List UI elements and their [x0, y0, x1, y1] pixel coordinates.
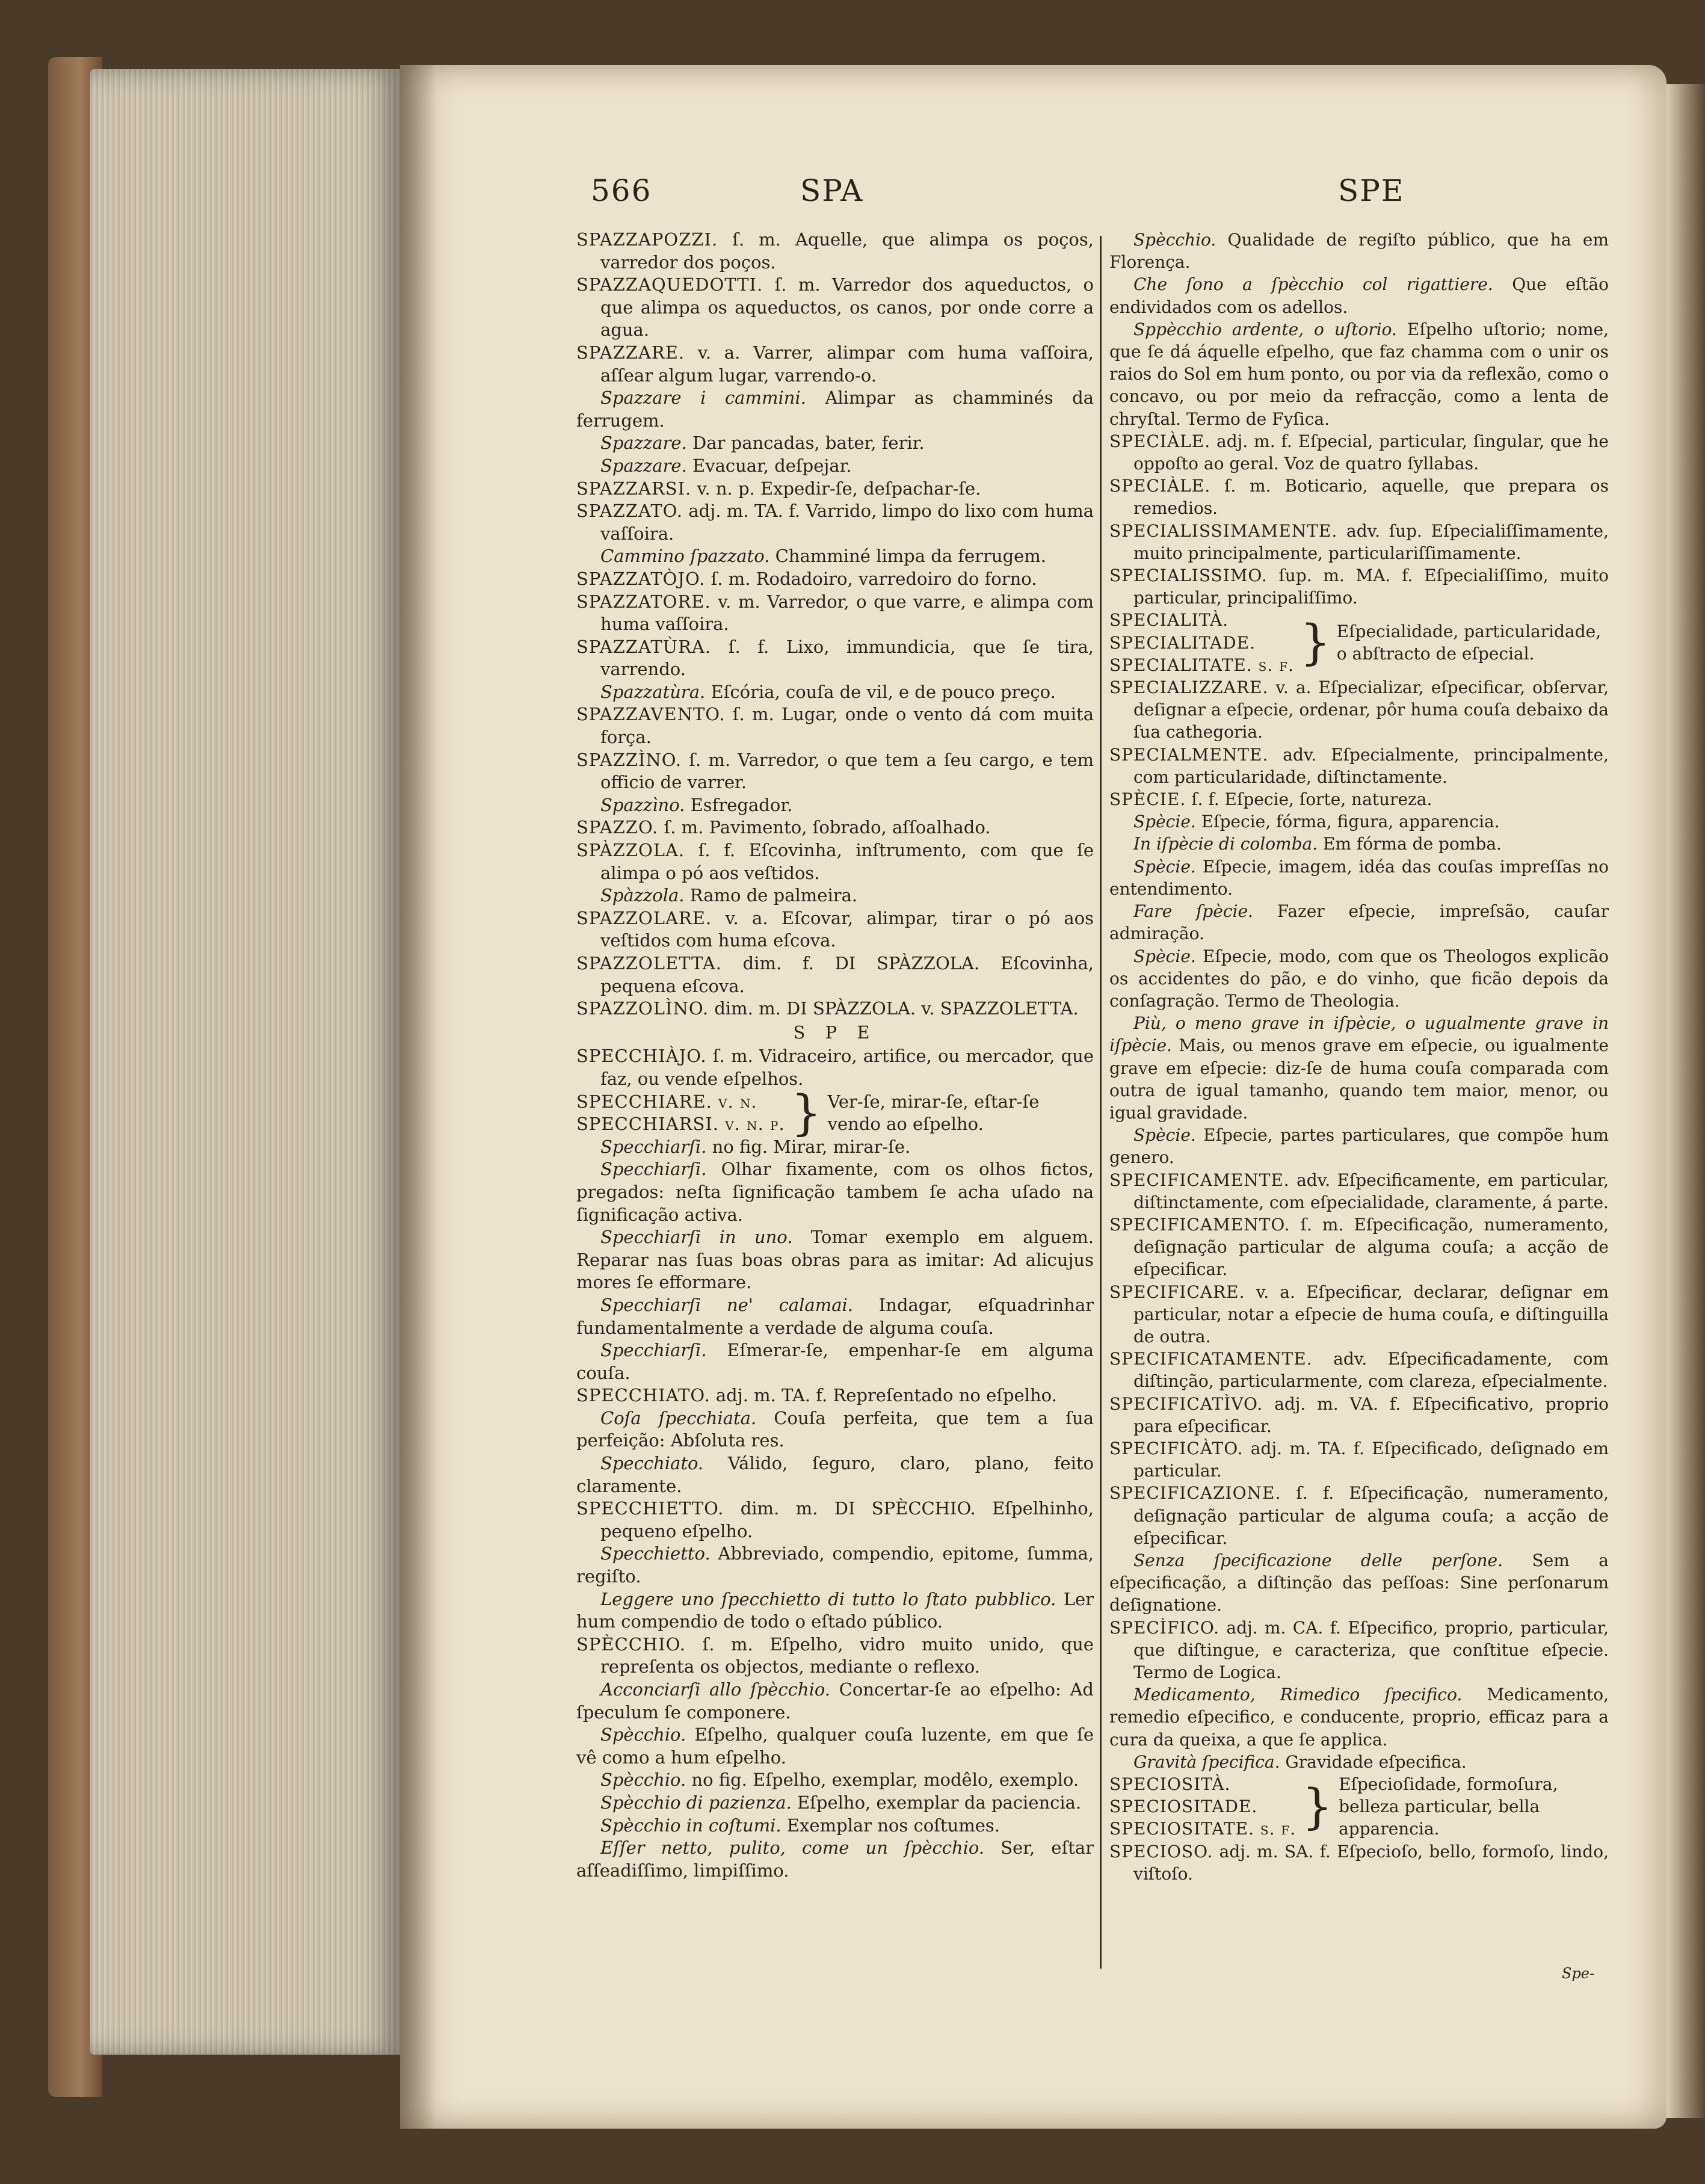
- right-running-head: SPE: [1338, 173, 1405, 208]
- sub-entry: [1109, 810, 1609, 833]
- dictionary-entry: [576, 500, 1094, 545]
- dictionary-entry: [1109, 1437, 1609, 1482]
- page-right-edge: [1666, 84, 1705, 2118]
- dictionary-entry: [576, 478, 1094, 501]
- sub-entry: [1109, 1124, 1609, 1168]
- definition: adj. m. TA. f. Repreſentado no eſpelho.: [710, 1385, 1057, 1406]
- definition: Qualidade de regiſto público, que ha em Florença.: [1109, 230, 1609, 273]
- definition: v. m. Varredor, o que varre, e alimpa com huma vaſſoira.: [600, 591, 1094, 635]
- sub-entry: [1109, 1683, 1609, 1751]
- definition: no fig. Mirar, mirar-ſe.: [706, 1136, 911, 1157]
- dictionary-entry: [1109, 1214, 1609, 1281]
- definition: Abbreviado, compendio, epitome, ſumma, regiſto.: [576, 1543, 1094, 1587]
- definition: ſ. m. Boticario, aquelle, que prepara os remedios.: [1133, 476, 1609, 519]
- dictionary-entry: [1109, 788, 1609, 810]
- dictionary-entry: [576, 998, 1094, 1020]
- phrase: Spazzare.: [600, 455, 687, 476]
- dictionary-entry: [1109, 520, 1609, 564]
- column-rule: [1100, 236, 1102, 1969]
- headword: SPÀZZOLA.: [576, 840, 685, 861]
- phrase: Spècie.: [1133, 946, 1196, 966]
- sub-entry: [576, 1588, 1094, 1633]
- sub-entry: [576, 1294, 1094, 1339]
- sub-entry: [576, 794, 1094, 817]
- headword: SPAZZAQUEDOTTI.: [576, 274, 763, 295]
- definition: v. n. p. Expedir-ſe, deſpachar-ſe.: [691, 478, 981, 499]
- phrase: Spàzzola.: [600, 885, 685, 906]
- dictionary-entry: [576, 568, 1094, 591]
- headword: SPAZZOLARE.: [576, 907, 712, 928]
- headword: SPAZZOLÌNO.: [576, 998, 709, 1019]
- sub-entry: [576, 681, 1094, 704]
- headword: SPECCHIARSI. v. n. p.: [576, 1114, 785, 1135]
- page-number: 566: [591, 173, 652, 208]
- phrase: Spècchio in coſtumi.: [600, 1815, 782, 1836]
- definition: Eſpecie, imagem, idéa das couſas impreſſas no entendimento.: [1109, 856, 1609, 899]
- definition: ſup. m. MA. f. Eſpecialiſſimo, muito particular, principaliſſimo.: [1133, 566, 1609, 608]
- phrase: Gravità ſpecifica.: [1133, 1751, 1280, 1772]
- phrase: Spècchio.: [600, 1724, 686, 1745]
- headword: SPECIFICÀTO.: [1109, 1438, 1244, 1458]
- headword: SPECIALIZZARE.: [1109, 677, 1269, 698]
- definition: Eſpelho uſtorio; nome, que ſe dá áquelle eſpelho, que faz chamma com o unir os raios do Sol em hum ponto, ou por via da reflexão, como o concavo, ou por meio da refracção, como a lenta de chryſtal. Termo de Fyſica.: [1109, 319, 1609, 429]
- headword: SPECCHIARE. v. n.: [576, 1091, 757, 1112]
- definition: Eſpecie, partes particulares, que compõe hum genero.: [1109, 1125, 1609, 1168]
- headword: SPAZZARSI.: [576, 478, 692, 499]
- definition: Eſmerar-ſe, empenhar-ſe em alguma couſa.: [576, 1340, 1094, 1383]
- dictionary-entry: [1109, 1840, 1609, 1885]
- sub-entry: [1109, 1751, 1609, 1773]
- definition: Eſpelho, exemplar da paciencia.: [791, 1792, 1082, 1813]
- phrase: Spazzare i cammini.: [600, 387, 806, 409]
- definition: adv. Eſpecialmente, principalmente, com particularidade, diſtinctamente.: [1133, 744, 1609, 787]
- definition: Eſcória, couſa de vil, e de pouco preço.: [705, 681, 1056, 702]
- definition: Eſpecioſidade, formoſura, belleza particular, bella apparencia.: [1339, 1774, 1558, 1839]
- sub-entry: [576, 1769, 1094, 1792]
- dictionary-entry: [576, 1498, 1094, 1543]
- definition: ſ. m. Lugar, onde o vento dá com muita força.: [600, 704, 1094, 748]
- headword: SPECCHIÀJO.: [576, 1046, 707, 1067]
- headword: SPAZZAVENTO.: [576, 704, 726, 725]
- definition: Chamminé limpa da ferrugem.: [769, 546, 1047, 567]
- sub-entry: [1109, 318, 1609, 430]
- definition: dim. m. DI SPÀZZOLA. v. SPAZZOLETTA.: [709, 998, 1079, 1019]
- sub-entry: [576, 1679, 1094, 1724]
- phrase: Sppècchio ardente, o uſtorio.: [1133, 319, 1397, 339]
- dictionary-entry: [1109, 1348, 1609, 1392]
- phrase: Spècchio.: [1133, 230, 1216, 250]
- headword: SPAZZO.: [576, 817, 659, 838]
- definition: Que eſtão endividados com os adellos.: [1109, 274, 1609, 317]
- definition: dim. f. DI SPÀZZOLA. Eſcovinha, pequena eſcova.: [600, 953, 1094, 996]
- sub-entry: [576, 455, 1094, 478]
- headword: SPECIALITATE. ſ. f.: [1109, 655, 1294, 675]
- headword: SPECIALITÀ.: [1109, 610, 1229, 631]
- dictionary-entry: [576, 749, 1094, 794]
- sub-entry: [1109, 229, 1609, 273]
- headword: SPECIFICATAMENTE.: [1109, 1349, 1313, 1369]
- definition: Evacuar, deſpejar.: [686, 455, 852, 476]
- gutter-shadow: [400, 65, 436, 2129]
- dictionary-entry: [576, 591, 1094, 636]
- left-column: [576, 229, 1094, 1882]
- definition: Fazer eſpecie, impreſsão, cauſar admiração.: [1109, 901, 1609, 944]
- headword: SPAZZATÙRA.: [576, 636, 712, 657]
- definition: v. a. Eſpecializar, eſpecificar, obſervar, deſignar a eſpecie, ordenar, pôr huma couſa debaixo da ſua cathegoria.: [1133, 677, 1609, 742]
- headword: SPAZZARE.: [576, 342, 685, 363]
- sub-entry: [1109, 1012, 1609, 1124]
- phrase: Spècchio.: [600, 1769, 686, 1791]
- definition: Eſpecialidade, particularidade, o abſtracto de eſpecial.: [1336, 622, 1602, 664]
- sub-entry: [576, 432, 1094, 455]
- definition: Eſpecie, fórma, figura, apparencia.: [1195, 812, 1500, 832]
- dictionary-entry: [576, 816, 1094, 839]
- definition: Válido, ſeguro, claro, plano, feito claramente.: [576, 1453, 1094, 1496]
- dictionary-entry: [1109, 676, 1609, 744]
- definition: adv. Eſpecificadamente, com diſtinção, particularmente, com clareza, eſpecialmente.: [1133, 1349, 1609, 1392]
- definition: Ler hum compendio de todo o eſtado público.: [576, 1588, 1094, 1632]
- sub-entry: [576, 545, 1094, 568]
- headword: SPECIFICAMENTO.: [1109, 1214, 1290, 1235]
- definition: Tomar exemplo em alguem. Reparar nas ſuas boas obras para as imitar: Ad alicujus mores ſe efformare.: [576, 1227, 1094, 1293]
- phrase: Senza ſpecificazione delle perſone.: [1133, 1550, 1503, 1570]
- definition: ſ. f. Eſpecie, ſorte, natureza.: [1186, 789, 1432, 810]
- sub-entry: [576, 1339, 1094, 1384]
- phrase: Più, o meno grave in iſpècie, o ugualmente grave in iſpècie.: [1109, 1013, 1609, 1056]
- brace-glyph: }: [1302, 1778, 1333, 1834]
- dictionary-entry: [576, 907, 1094, 952]
- definition: Ser, eſtar aſſeadiſſimo, limpiſſimo.: [576, 1837, 1094, 1881]
- phrase: Specchiarſi.: [600, 1159, 707, 1180]
- definition: ſ. m. Eſpecificação, numeramento, deſignação particular de alguma couſa; a acção de eſpecificar.: [1133, 1214, 1609, 1280]
- dictionary-entry: [576, 1384, 1094, 1407]
- definition: Indagar, eſquadrinhar fundamentalmente a verdade de alguma couſa.: [576, 1294, 1094, 1338]
- dictionary-entry: [1109, 1281, 1609, 1348]
- headword: SPECCHIETTO.: [576, 1498, 724, 1519]
- headword: SPAZZATORE.: [576, 591, 711, 612]
- definition: ſ. m. Rodadoiro, varredoiro do forno.: [705, 568, 1037, 589]
- sub-entry: [1109, 273, 1609, 318]
- sub-entry: [576, 1724, 1094, 1769]
- headword: SPECIALITADE.: [1109, 632, 1256, 653]
- definition: adj. m. VA. f. Eſpecificativo, proprio para eſpecificar.: [1133, 1393, 1609, 1436]
- definition: adj. m. SA. f. Eſpecioſo, bello, formoſo, lindo, viſtoſo.: [1133, 1841, 1609, 1884]
- definition: Em fórma de pomba.: [1318, 834, 1502, 854]
- definition: Eſpelho, qualquer couſa luzente, em que ſe vê como a hum eſpelho.: [576, 1724, 1094, 1768]
- definition: ſ. m. Varredor dos aqueductos, o que alimpa os aqueductos, os canos, por onde corre a agua.: [600, 274, 1094, 341]
- phrase: Specchiarſi.: [600, 1340, 707, 1361]
- headword: SPAZZATÒJO.: [576, 568, 706, 589]
- definition: Sem a eſpecificação, a diſtinção das peſſoas: Sine perſonarum deſignatione.: [1109, 1550, 1609, 1615]
- sub-entry: [576, 1837, 1094, 1882]
- grouped-headwords: [1109, 609, 1294, 676]
- definition: Medicamento, remedio eſpecifico, e conducente, proprio, efficaz para a cura da queixa, a que ſe applica.: [1109, 1685, 1609, 1750]
- headword: SPAZZAPOZZI.: [576, 229, 718, 250]
- definition: Esfregador.: [685, 794, 793, 815]
- definition: adj. m. CA. f. Eſpecifico, proprio, particular, que diſtingue, e caracteriza, que conſtitue eſpecie. Termo de Logica.: [1133, 1617, 1609, 1682]
- phrase: Specchiarſi.: [600, 1136, 707, 1157]
- definition: Olhar fixamente, com os olhos fictos, pregados: neſta ſignificação tambem ſe acha uſado na ſignificação activa.: [576, 1159, 1094, 1225]
- phrase: Leggere uno ſpecchietto di tutto lo ſtato pubblico.: [600, 1588, 1056, 1609]
- grouped-headwords: [576, 1091, 785, 1136]
- dictionary-entry: [576, 636, 1094, 681]
- sub-entry: [1109, 945, 1609, 1013]
- sub-entry: [576, 1158, 1094, 1226]
- definition: ſ. m. Eſpelho, vidro muito unido, que repreſenta os objectos, mediante o reflexo.: [600, 1633, 1094, 1677]
- definition: adv. Eſpecificamente, em particular, diſtinctamente, com eſpecialidade, claramente, á parte.: [1133, 1170, 1609, 1212]
- phrase: Fare ſpècie.: [1133, 901, 1253, 922]
- headword: SPECIOSITÀ.: [1109, 1774, 1231, 1795]
- sub-entry: [576, 1226, 1094, 1294]
- dictionary-entry: [1109, 430, 1609, 475]
- grouped-entry: [576, 1085, 1094, 1141]
- definition: dim. m. DI SPÈCCHIO. Eſpelhinho, pequeno eſpelho.: [600, 1498, 1094, 1541]
- definition: ſ. f. Eſpecificação, numeramento, deſignação particular de alguma couſa; a acção de eſpecificar.: [1133, 1483, 1609, 1548]
- definition: ſ. m. Aquelle, que alimpa os poços, varredor dos poços.: [600, 229, 1094, 273]
- dictionary-entry: [576, 952, 1094, 998]
- brace-glyph: }: [1300, 614, 1331, 671]
- sub-entry: [576, 1792, 1094, 1815]
- definition: Dar pancadas, bater, ferir.: [686, 433, 925, 454]
- headword: SPÈCIE.: [1109, 789, 1186, 810]
- sub-entry: [576, 1452, 1094, 1498]
- definition: ſ. f. Lixo, immundicia, que ſe tira, varrendo.: [600, 636, 1094, 680]
- phrase: Acconciarſi allo ſpècchio.: [600, 1679, 831, 1700]
- headword: SPECIOSO.: [1109, 1841, 1213, 1862]
- headword: SPAZZÌNO.: [576, 749, 682, 770]
- phrase: Specchietto.: [600, 1543, 711, 1564]
- dictionary-entry: [1109, 1482, 1609, 1549]
- dictionary-entry: [576, 703, 1094, 748]
- page-stack-edge: [90, 69, 403, 2055]
- definition: adj. m. TA. f. Eſpecificado, deſignado em particular.: [1133, 1438, 1609, 1481]
- phrase: Coſa ſpecchiata.: [600, 1407, 757, 1428]
- definition: Gravidade eſpecifica.: [1280, 1751, 1467, 1772]
- dictionary-entry: [576, 229, 1094, 274]
- headword: SPECIFICAMENTE.: [1109, 1170, 1290, 1190]
- phrase: Spècie.: [1133, 812, 1196, 832]
- phrase: Specchiarſi ne' calamai.: [600, 1294, 853, 1315]
- definition: ſ. m. Vidraceiro, artifice, ou mercador, que faz, ou vende eſpelhos.: [600, 1046, 1094, 1089]
- definition: adv. ſup. Eſpecialiſſimamente, muito principalmente, particulariſſimamente.: [1133, 520, 1609, 563]
- definition: Mais, ou menos grave em eſpecie, ou igualmente grave em eſpecie: diz-ſe de huma couſa comparada com outra de igual tamanho, quando tem maior, menor, ou igual gravidade.: [1109, 1035, 1609, 1123]
- dictionary-entry: [576, 839, 1094, 884]
- phrase: Specchiarſi in uno.: [600, 1227, 793, 1248]
- phrase: Spazzìno.: [600, 794, 685, 815]
- dictionary-entry: [576, 1045, 1094, 1090]
- right-column: [1109, 229, 1609, 1885]
- headword: SPECIFICARE.: [1109, 1282, 1245, 1302]
- sub-entry: [576, 1815, 1094, 1837]
- phrase: Cammino ſpazzato.: [600, 546, 770, 567]
- phrase: Spècie.: [1133, 856, 1196, 877]
- headword: SPECIALISSIMO.: [1109, 566, 1268, 586]
- definition: Concertar-ſe ao eſpelho: Ad ſpeculum ſe componere.: [576, 1679, 1094, 1723]
- headword: SPECIÀLE.: [1109, 476, 1211, 496]
- dictionary-entry: [1109, 475, 1609, 519]
- sub-entry: [1109, 900, 1609, 945]
- dictionary-entry: [576, 1633, 1094, 1679]
- sub-entry: [1109, 1549, 1609, 1617]
- definition: v. a. Eſpecificar, declarar, deſignar em particular, notar a eſpecie de huma couſa, e diſtinguilla de outra.: [1133, 1282, 1609, 1346]
- phrase: Spazzare.: [600, 433, 687, 454]
- phrase: Medicamento, Rimedico ſpecifico.: [1133, 1685, 1463, 1705]
- dictionary-entry: [576, 342, 1094, 387]
- phrase: Specchiato.: [600, 1453, 704, 1474]
- grouped-headwords: [1109, 1773, 1296, 1840]
- headword: SPAZZATO.: [576, 501, 683, 522]
- dictionary-entry: [1109, 744, 1609, 788]
- grouped-entry: [1109, 609, 1609, 676]
- headword: SPECIALISSIMAMENTE.: [1109, 520, 1338, 541]
- dictionary-entry: [1109, 1169, 1609, 1214]
- headword: SPECIOSITADE.: [1109, 1797, 1258, 1817]
- section-heading: S P E: [793, 1022, 877, 1043]
- headword: SPAZZOLETTA.: [576, 953, 722, 973]
- sub-entry: [576, 1543, 1094, 1588]
- definition: Ramo de palmeira.: [684, 885, 858, 906]
- definition: adj. m. TA. f. Varrido, limpo do lixo com huma vaſſoira.: [600, 501, 1094, 544]
- dictionary-entry: [1109, 564, 1609, 609]
- grouped-entry: [1109, 1773, 1609, 1840]
- phrase: Eſſer netto, pulito, come un ſpècchio.: [600, 1837, 985, 1859]
- sub-entry: [576, 387, 1094, 432]
- sub-entry: [1109, 856, 1609, 900]
- definition: adj. m. f. Eſpecial, particular, ſingular, que he oppoſto ao geral. Voz de quatro ſyllabas.: [1133, 431, 1609, 474]
- headword: SPECIFICAZIONE.: [1109, 1483, 1281, 1504]
- left-running-head: SPA: [800, 173, 864, 208]
- definition: v. a. Eſcovar, alimpar, tirar o pó aos veſtidos com huma eſcova.: [600, 907, 1094, 951]
- headword: SPECIALMENTE.: [1109, 744, 1269, 765]
- headword: SPECÌFICO.: [1109, 1617, 1220, 1638]
- headword: SPECIOSITATE. ſ. f.: [1109, 1819, 1296, 1839]
- phrase: In iſpècie di colomba.: [1133, 834, 1318, 854]
- definition: ſ. m. Varredor, o que tem a ſeu cargo, e tem officio de varrer.: [600, 749, 1094, 793]
- definition: no fig. Eſpelho, exemplar, modêlo, exemplo.: [686, 1769, 1079, 1791]
- phrase: Spècie.: [1133, 1125, 1196, 1146]
- brace-glyph: }: [791, 1085, 822, 1141]
- phrase: Che ſono a ſpècchio col rigattiere.: [1133, 274, 1493, 295]
- definition: Couſa perfeita, que tem a ſua perfeição: Abſoluta res.: [576, 1407, 1094, 1451]
- definition: v. a. Varrer, alimpar com huma vaſſoira, aſſear algum lugar, varrendo-o.: [600, 342, 1094, 386]
- sub-entry: [576, 884, 1094, 907]
- definition: Exemplar nos coſtumes.: [781, 1815, 1000, 1836]
- definition: Alimpar as chamminés da ferrugem.: [576, 387, 1094, 431]
- headword: SPECCHIATO.: [576, 1385, 711, 1406]
- definition: Eſpecie, modo, com que os Theologos explicão os accidentes do pão, e do vinho, que ficão depois da conſagração. Termo de Theologia.: [1109, 946, 1609, 1011]
- catchword: Spe-: [1562, 1965, 1595, 1982]
- phrase: Spazzatùra.: [600, 681, 706, 702]
- definition: ſ. f. Eſcovinha, inſtrumento, com que ſe alimpa o pó aos veſtidos.: [600, 840, 1094, 883]
- sub-entry: [1109, 833, 1609, 855]
- sub-entry: [576, 1136, 1094, 1159]
- dictionary-entry: [1109, 1393, 1609, 1437]
- headword: SPÈCCHIO.: [576, 1633, 686, 1655]
- headword: SPECIÀLE.: [1109, 431, 1211, 451]
- dictionary-entry: [1109, 1617, 1609, 1684]
- dictionary-entry: [576, 274, 1094, 342]
- phrase: Spècchio di pazienza.: [600, 1792, 792, 1813]
- definition: Ver-ſe, mirar-ſe, eſtar-ſe vendo ao eſpelho.: [827, 1091, 1040, 1135]
- definition: ſ. m. Pavimento, ſobrado, aſſoalhado.: [658, 817, 991, 838]
- sub-entry: [576, 1407, 1094, 1452]
- headword: SPECIFICATÌVO.: [1109, 1393, 1263, 1414]
